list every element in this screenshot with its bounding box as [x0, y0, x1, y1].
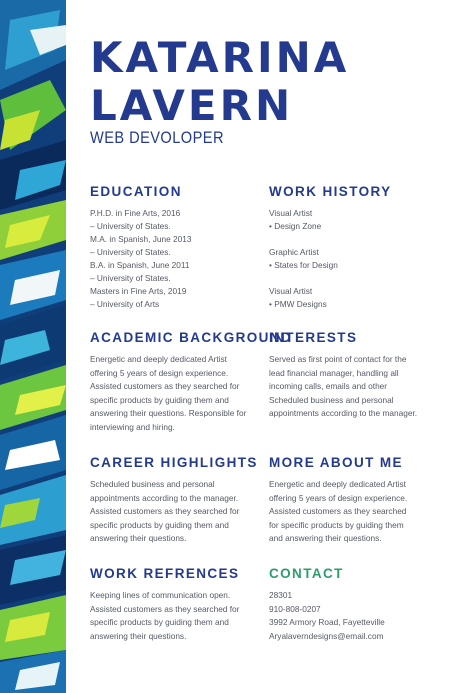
- education-line: M.A. in Spanish, June 2013: [90, 234, 192, 244]
- education-line: – University of Arts: [90, 299, 160, 309]
- last-name: LAVERN: [90, 81, 294, 130]
- education-heading: EDUCATION: [90, 184, 182, 199]
- education-line: – University of States.: [90, 273, 171, 283]
- contact-phone-2: 910-808-0207: [269, 603, 321, 614]
- paint-strokes-graphic: [0, 0, 66, 693]
- job-company: • Design Zone: [269, 221, 322, 231]
- education-line: P.H.D. in Fine Arts, 2016: [90, 208, 181, 218]
- academic-background-heading: ACADEMIC BACKGROUND: [90, 330, 293, 345]
- more-about-me-section: [269, 455, 414, 546]
- job-title: WEB DEVOLOPER: [90, 128, 224, 147]
- education-line: – University of States.: [90, 221, 171, 231]
- contact-phone-1: 28301: [269, 590, 293, 600]
- job-role: Graphic Artist: [269, 247, 319, 257]
- academic-background-text: Energetic and deeply dedicated Artist offering 5 years of design experience. Assisted customers as they searched for specific products by guiding them and answering their questions. Responsible for interviewing and hiring.: [90, 354, 247, 432]
- work-history-section: [269, 184, 434, 311]
- job-company: • States for Design: [269, 260, 338, 270]
- career-highlights-text: Scheduled business and personal appointments according to the manager. Assisted customers as they searched for specific products by guiding them and answering their questions.: [90, 479, 240, 544]
- academic-background-section: [90, 330, 293, 435]
- more-about-me-heading: MORE ABOUT ME: [269, 455, 403, 470]
- education-line: B.A. in Spanish, June 2011: [90, 260, 190, 270]
- education-line: Masters in Fine Arts, 2019: [90, 286, 187, 296]
- job-role: Visual Artist: [269, 286, 313, 296]
- interests-heading: INTERESTS: [269, 330, 358, 345]
- contact-email: Aryalaverndesigns@email.com: [269, 630, 384, 641]
- career-highlights-section: [90, 455, 258, 546]
- education-section: [90, 184, 255, 311]
- work-references-section: [90, 566, 255, 643]
- education-line: – University of States.: [90, 247, 171, 257]
- candidate-name: [90, 34, 349, 130]
- contact-section: [269, 566, 439, 643]
- first-name: KATARINA: [90, 33, 350, 82]
- interests-text: Served as first point of contact for the lead financial manager, handling all incoming calls, emails and other Scheduled business and personal appointments according to the manager.: [269, 354, 418, 419]
- work-history-heading: WORK HISTORY: [269, 184, 392, 199]
- work-references-heading: WORK REFRENCES: [90, 566, 240, 581]
- work-references-text: Keeping lines of communication open. Assisted customers as they searched for specific products by guiding them and answering their questions.: [90, 590, 240, 641]
- job-role: Visual Artist: [269, 208, 313, 218]
- contact-heading: CONTACT: [269, 566, 344, 581]
- interests-section: [269, 330, 419, 421]
- career-highlights-heading: CAREER HIGHLIGHTS: [90, 455, 258, 470]
- job-company: • PMW Designs: [269, 299, 327, 309]
- contact-address: 3992 Armory Road, Fayetteville: [269, 617, 385, 628]
- more-about-me-text: Energetic and deeply dedicated Artist offering 5 years of design experience. Assisted customers as they searched for specific products by guiding them and answering their questions.: [269, 479, 408, 544]
- abstract-paint-artwork: [0, 0, 66, 693]
